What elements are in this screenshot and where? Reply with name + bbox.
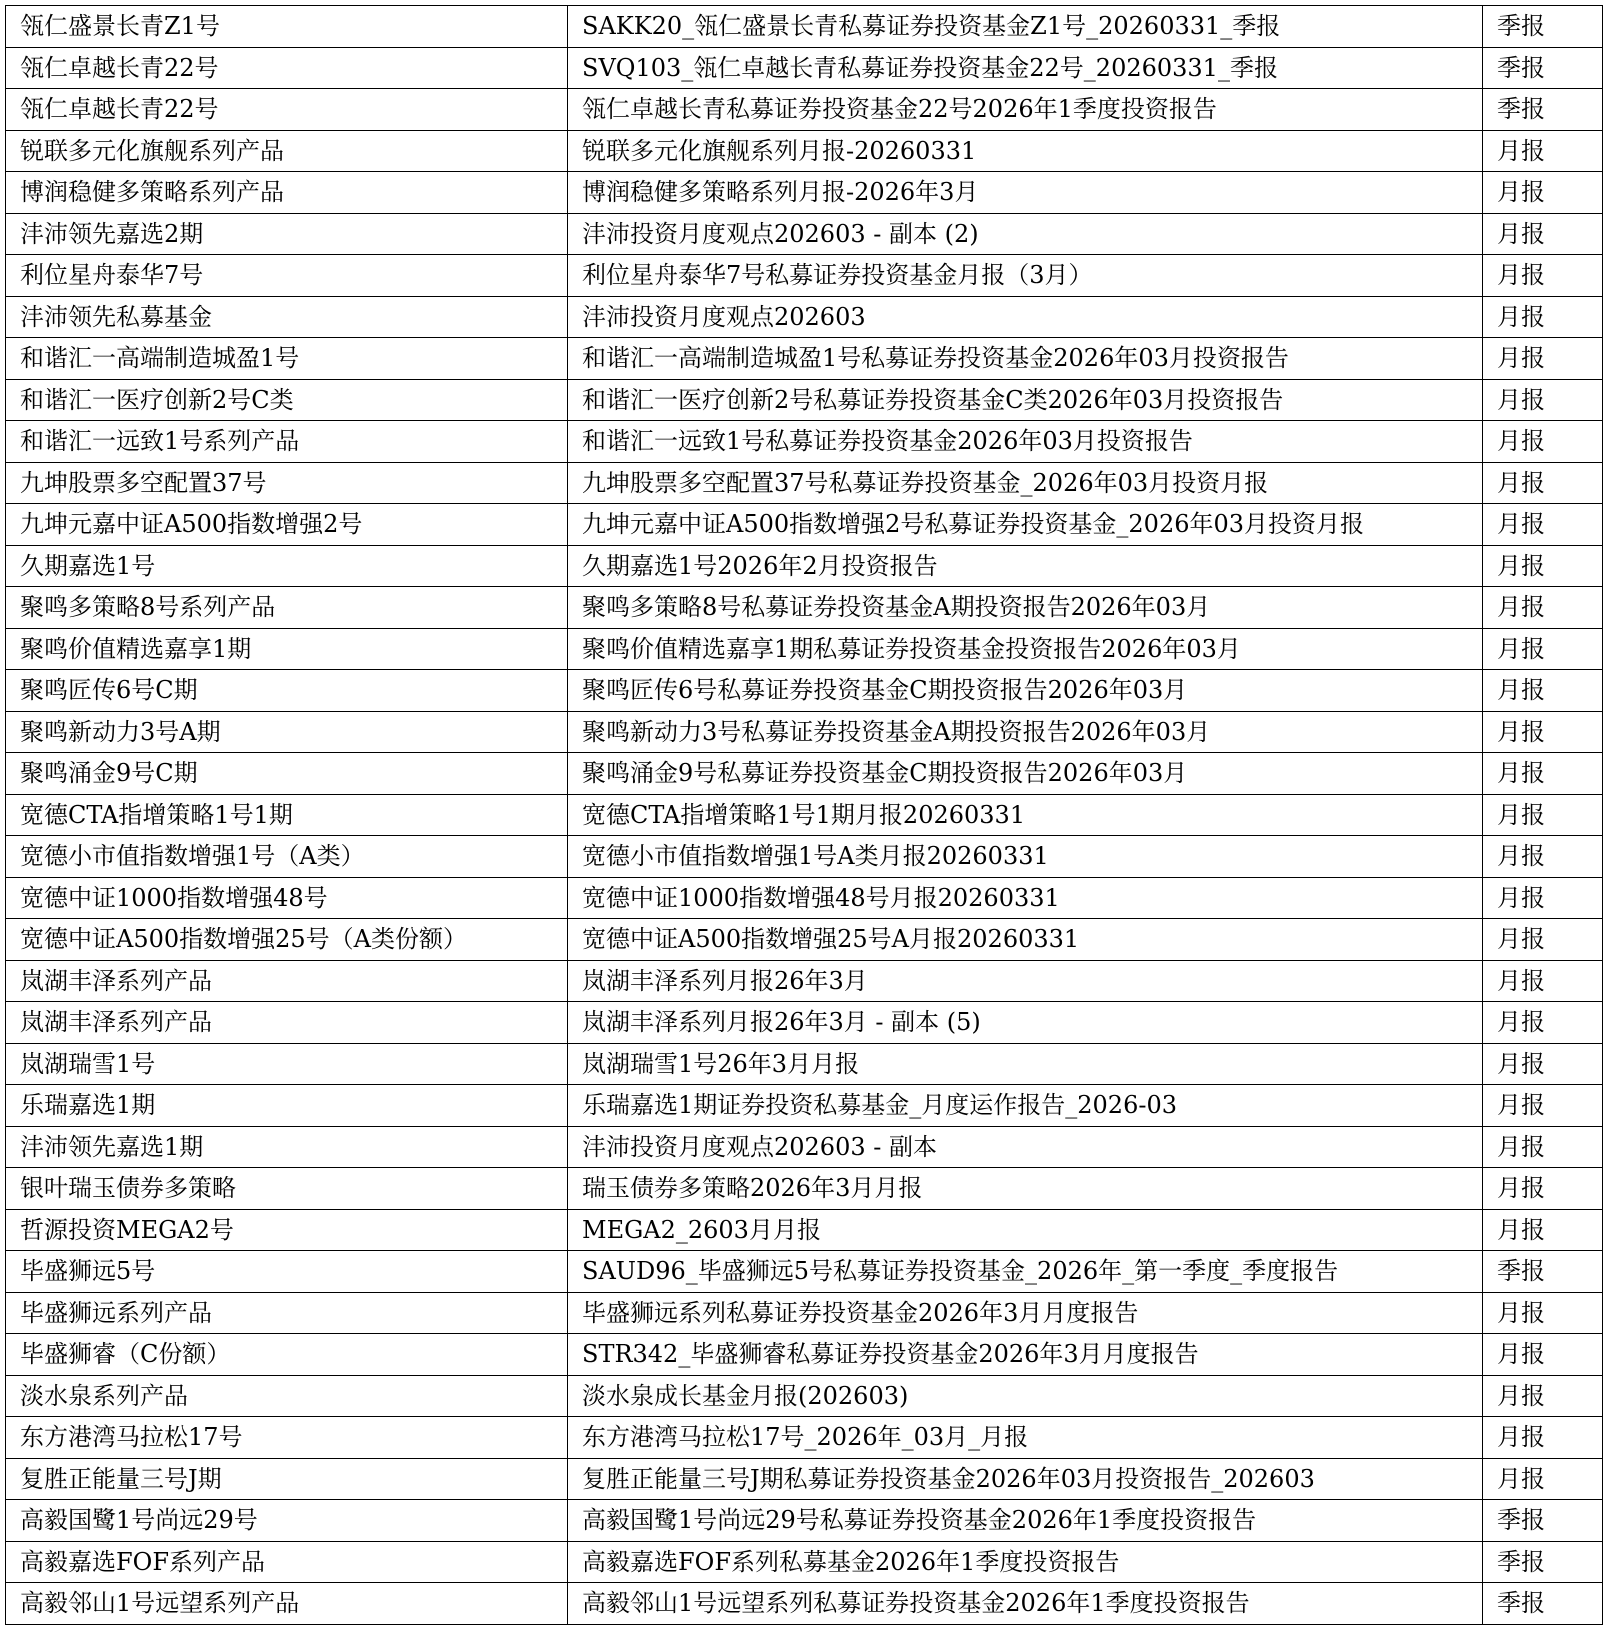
table-row [6,213,1603,255]
report-type-cell: 月报 [1483,462,1603,504]
report-type-cell: 月报 [1483,836,1603,878]
table-row [6,296,1603,338]
product-name-cell: 瓴仁盛景长青Z1号 [6,6,568,48]
product-name-cell: 宽德小市值指数增强1号（A类） [6,836,568,878]
report-title-cell: 聚鸣多策略8号私募证券投资基金A期投资报告2026年03月 [568,587,1483,629]
product-name-cell: 宽德中证1000指数增强48号 [6,877,568,919]
report-type-cell: 月报 [1483,504,1603,546]
table-row [6,338,1603,380]
table-row [6,877,1603,919]
report-table [5,5,1603,1625]
report-title-cell: 东方港湾马拉松17号_2026年_03月_月报 [568,1417,1483,1459]
product-name-cell: 利位星舟泰华7号 [6,255,568,297]
report-title-cell: SAKK20_瓴仁盛景长青私募证券投资基金Z1号_20260331_季报 [568,6,1483,48]
product-name-cell: 久期嘉选1号 [6,545,568,587]
table-row [6,1043,1603,1085]
product-name-cell: 聚鸣价值精选嘉享1期 [6,628,568,670]
report-title-cell: 宽德CTA指增策略1号1期月报20260331 [568,794,1483,836]
product-name-cell: 毕盛狮睿（C份额） [6,1334,568,1376]
report-type-cell: 季报 [1483,1541,1603,1583]
table-row [6,1126,1603,1168]
report-title-cell: 锐联多元化旗舰系列月报-20260331 [568,130,1483,172]
product-name-cell: 聚鸣新动力3号A期 [6,711,568,753]
product-name-cell: 哲源投资MEGA2号 [6,1209,568,1251]
report-title-cell: 利位星舟泰华7号私募证券投资基金月报（3月） [568,255,1483,297]
product-name-cell: 和谐汇一高端制造城盈1号 [6,338,568,380]
table-row [6,1002,1603,1044]
product-name-cell: 聚鸣匠传6号C期 [6,670,568,712]
product-name-cell: 沣沛领先嘉选2期 [6,213,568,255]
table-row [6,47,1603,89]
report-title-cell: 九坤元嘉中证A500指数增强2号私募证券投资基金_2026年03月投资月报 [568,504,1483,546]
report-type-cell: 月报 [1483,296,1603,338]
report-type-cell: 月报 [1483,1375,1603,1417]
report-type-cell: 月报 [1483,1417,1603,1459]
product-name-cell: 聚鸣涌金9号C期 [6,753,568,795]
table-row [6,504,1603,546]
report-type-cell: 月报 [1483,1458,1603,1500]
report-type-cell: 月报 [1483,670,1603,712]
product-name-cell: 东方港湾马拉松17号 [6,1417,568,1459]
report-title-cell: 乐瑞嘉选1期证券投资私募基金_月度运作报告_2026-03 [568,1085,1483,1127]
report-type-cell: 月报 [1483,587,1603,629]
product-name-cell: 锐联多元化旗舰系列产品 [6,130,568,172]
table-row [6,172,1603,214]
table-row [6,628,1603,670]
report-type-cell: 月报 [1483,877,1603,919]
report-type-cell: 月报 [1483,255,1603,297]
product-name-cell: 沣沛领先嘉选1期 [6,1126,568,1168]
table-row [6,670,1603,712]
report-type-cell: 季报 [1483,1583,1603,1625]
table-row [6,1583,1603,1625]
product-name-cell: 聚鸣多策略8号系列产品 [6,587,568,629]
report-type-cell: 月报 [1483,1002,1603,1044]
report-type-cell: 月报 [1483,130,1603,172]
table-row [6,794,1603,836]
table-row [6,130,1603,172]
report-type-cell: 月报 [1483,1209,1603,1251]
table-row [6,1541,1603,1583]
table-row [6,1085,1603,1127]
table-row [6,836,1603,878]
report-title-cell: 久期嘉选1号2026年2月投资报告 [568,545,1483,587]
report-title-cell: 宽德中证A500指数增强25号A月报20260331 [568,919,1483,961]
report-type-cell: 月报 [1483,1168,1603,1210]
report-title-cell: 高毅嘉选FOF系列私募基金2026年1季度投资报告 [568,1541,1483,1583]
report-title-cell: 沣沛投资月度观点202603 - 副本 [568,1126,1483,1168]
table-row [6,1458,1603,1500]
report-type-cell: 季报 [1483,89,1603,131]
table-row [6,6,1603,48]
report-title-cell: 和谐汇一远致1号私募证券投资基金2026年03月投资报告 [568,421,1483,463]
product-name-cell: 沣沛领先私募基金 [6,296,568,338]
product-name-cell: 银叶瑞玉债券多策略 [6,1168,568,1210]
product-name-cell: 毕盛狮远系列产品 [6,1292,568,1334]
report-type-cell: 月报 [1483,172,1603,214]
product-name-cell: 岚湖瑞雪1号 [6,1043,568,1085]
report-title-cell: 岚湖瑞雪1号26年3月月报 [568,1043,1483,1085]
table-row [6,1292,1603,1334]
product-name-cell: 瓴仁卓越长青22号 [6,47,568,89]
report-title-cell: 高毅国鹭1号尚远29号私募证券投资基金2026年1季度投资报告 [568,1500,1483,1542]
report-type-cell: 月报 [1483,794,1603,836]
product-name-cell: 高毅邻山1号远望系列产品 [6,1583,568,1625]
table-row [6,1334,1603,1376]
report-title-cell: 聚鸣匠传6号私募证券投资基金C期投资报告2026年03月 [568,670,1483,712]
report-title-cell: 岚湖丰泽系列月报26年3月 [568,960,1483,1002]
product-name-cell: 宽德CTA指增策略1号1期 [6,794,568,836]
report-title-cell: 聚鸣新动力3号私募证券投资基金A期投资报告2026年03月 [568,711,1483,753]
table-row [6,1417,1603,1459]
table-row [6,1375,1603,1417]
product-name-cell: 乐瑞嘉选1期 [6,1085,568,1127]
report-type-cell: 月报 [1483,1085,1603,1127]
product-name-cell: 宽德中证A500指数增强25号（A类份额） [6,919,568,961]
product-name-cell: 瓴仁卓越长青22号 [6,89,568,131]
report-type-cell: 季报 [1483,1500,1603,1542]
report-title-cell: 宽德中证1000指数增强48号月报20260331 [568,877,1483,919]
table-row [6,1251,1603,1293]
report-title-cell: 和谐汇一医疗创新2号私募证券投资基金C类2026年03月投资报告 [568,379,1483,421]
report-type-cell: 月报 [1483,338,1603,380]
table-row [6,587,1603,629]
product-name-cell: 复胜正能量三号J期 [6,1458,568,1500]
product-name-cell: 和谐汇一远致1号系列产品 [6,421,568,463]
report-title-cell: 瑞玉债券多策略2026年3月月报 [568,1168,1483,1210]
report-title-cell: SAUD96_毕盛狮远5号私募证券投资基金_2026年_第一季度_季度报告 [568,1251,1483,1293]
report-title-cell: SVQ103_瓴仁卓越长青私募证券投资基金22号_20260331_季报 [568,47,1483,89]
report-title-cell: 高毅邻山1号远望系列私募证券投资基金2026年1季度投资报告 [568,1583,1483,1625]
report-title-cell: 复胜正能量三号J期私募证券投资基金2026年03月投资报告_202603 [568,1458,1483,1500]
report-type-cell: 月报 [1483,711,1603,753]
table-row [6,1500,1603,1542]
report-type-cell: 月报 [1483,628,1603,670]
report-type-cell: 季报 [1483,1251,1603,1293]
report-title-cell: 九坤股票多空配置37号私募证券投资基金_2026年03月投资月报 [568,462,1483,504]
report-type-cell: 月报 [1483,1292,1603,1334]
report-type-cell: 月报 [1483,753,1603,795]
table-row [6,919,1603,961]
table-row [6,753,1603,795]
table-row [6,545,1603,587]
product-name-cell: 淡水泉系列产品 [6,1375,568,1417]
report-type-cell: 月报 [1483,379,1603,421]
table-body [6,6,1603,1625]
product-name-cell: 毕盛狮远5号 [6,1251,568,1293]
report-title-cell: 沣沛投资月度观点202603 [568,296,1483,338]
report-type-cell: 月报 [1483,919,1603,961]
table-row [6,711,1603,753]
table-row [6,960,1603,1002]
product-name-cell: 九坤元嘉中证A500指数增强2号 [6,504,568,546]
table-row [6,255,1603,297]
product-name-cell: 和谐汇一医疗创新2号C类 [6,379,568,421]
report-title-cell: 岚湖丰泽系列月报26年3月 - 副本 (5) [568,1002,1483,1044]
report-type-cell: 月报 [1483,1043,1603,1085]
report-title-cell: STR342_毕盛狮睿私募证券投资基金2026年3月月度报告 [568,1334,1483,1376]
report-type-cell: 月报 [1483,1334,1603,1376]
product-name-cell: 高毅嘉选FOF系列产品 [6,1541,568,1583]
report-type-cell: 季报 [1483,6,1603,48]
table-row [6,462,1603,504]
report-type-cell: 季报 [1483,47,1603,89]
product-name-cell: 高毅国鹭1号尚远29号 [6,1500,568,1542]
table-row [6,1209,1603,1251]
report-title-cell: 聚鸣价值精选嘉享1期私募证券投资基金投资报告2026年03月 [568,628,1483,670]
table-row [6,379,1603,421]
report-type-cell: 月报 [1483,960,1603,1002]
report-title-cell: 毕盛狮远系列私募证券投资基金2026年3月月度报告 [568,1292,1483,1334]
report-type-cell: 月报 [1483,213,1603,255]
report-title-cell: 博润稳健多策略系列月报-2026年3月 [568,172,1483,214]
report-title-cell: MEGA2_2603月月报 [568,1209,1483,1251]
report-title-cell: 聚鸣涌金9号私募证券投资基金C期投资报告2026年03月 [568,753,1483,795]
table-row [6,421,1603,463]
product-name-cell: 九坤股票多空配置37号 [6,462,568,504]
report-type-cell: 月报 [1483,545,1603,587]
report-title-cell: 和谐汇一高端制造城盈1号私募证券投资基金2026年03月投资报告 [568,338,1483,380]
product-name-cell: 博润稳健多策略系列产品 [6,172,568,214]
table-row [6,1168,1603,1210]
product-name-cell: 岚湖丰泽系列产品 [6,960,568,1002]
report-type-cell: 月报 [1483,421,1603,463]
report-title-cell: 沣沛投资月度观点202603 - 副本 (2) [568,213,1483,255]
report-title-cell: 淡水泉成长基金月报(202603) [568,1375,1483,1417]
report-title-cell: 宽德小市值指数增强1号A类月报20260331 [568,836,1483,878]
table-row [6,89,1603,131]
report-type-cell: 月报 [1483,1126,1603,1168]
product-name-cell: 岚湖丰泽系列产品 [6,1002,568,1044]
report-title-cell: 瓴仁卓越长青私募证券投资基金22号2026年1季度投资报告 [568,89,1483,131]
